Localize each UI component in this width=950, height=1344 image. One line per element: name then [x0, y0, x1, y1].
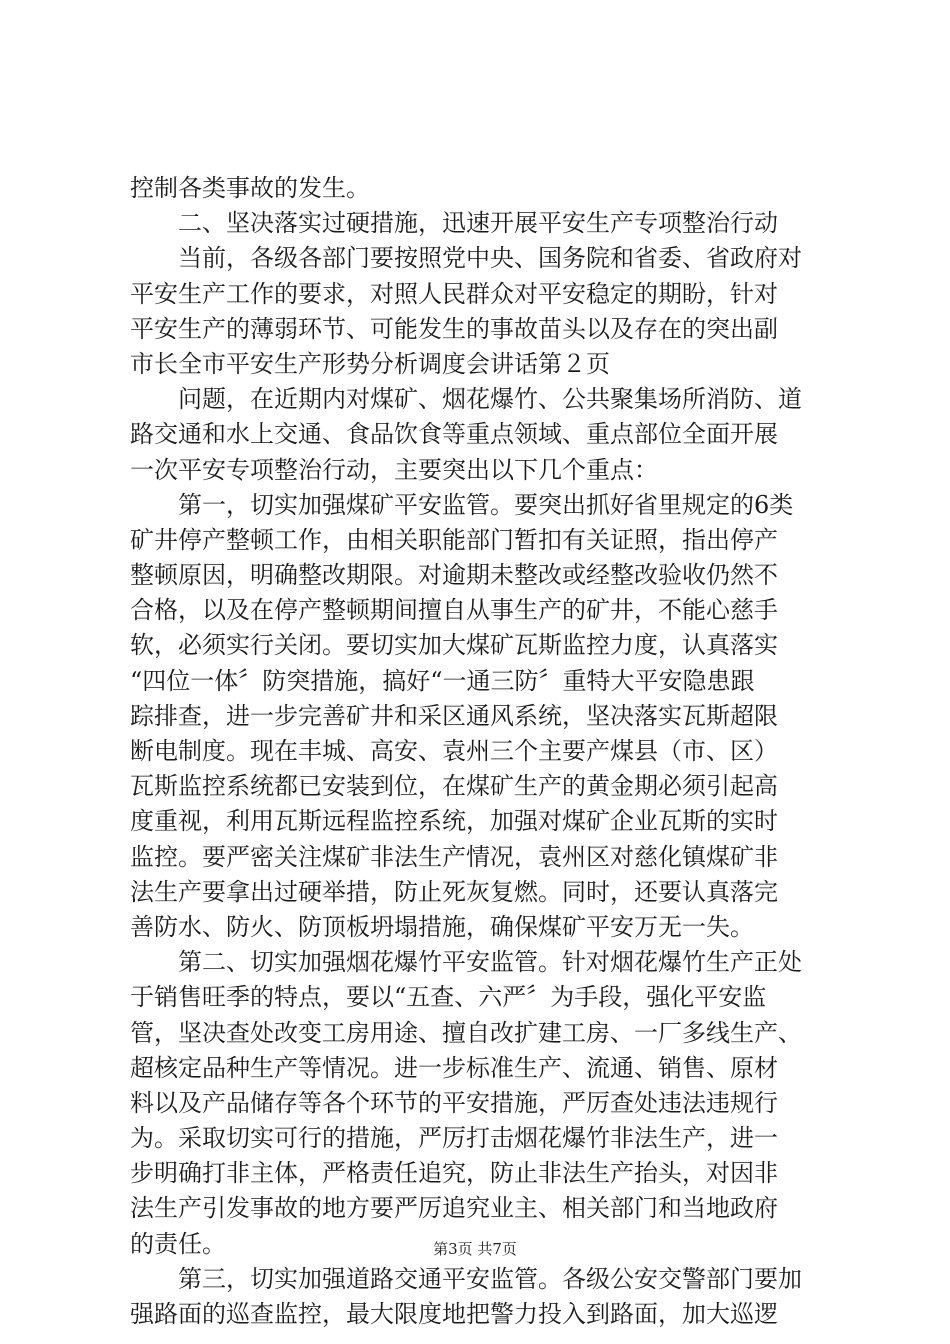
text-line-28: 为。采取切实可行的措施，严厉打击烟花爆竹非法生产，进一 [130, 1124, 778, 1153]
text-line-31: 的责任。 [130, 1229, 226, 1258]
text-line-19: 度重视，利用瓦斯远程监控系统，加强对煤矿企业瓦斯的实时 [130, 807, 778, 836]
text-line-5: 平安生产的薄弱环节、可能发生的事故苗头以及存在的突出副 [130, 314, 778, 343]
text-line-9: 一次平安专项整治行动，主要突出以下几个重点： [130, 455, 658, 484]
text-line-15: “四位一体〞防突措施，搞好“一通三防〞重特大平安隐患跟 [130, 666, 755, 695]
text-line-30: 法生产引发事故的地方要严厉追究业主、相关部门和当地政府 [130, 1194, 778, 1223]
text-line-25: 管，坚决查处改变工房用途、擅自改扩建工房、一厂多线生产、 [130, 1018, 802, 1047]
text-line-21: 法生产要拿出过硬举措，防止死灰复燃。同时，还要认真落完 [130, 877, 778, 906]
text-line-13: 合格，以及在停产整顿期间擅自从事生产的矿井，不能心慈手 [130, 596, 778, 625]
text-line-14: 软，必须实行关闭。要切实加大煤矿瓦斯监控力度，认真落实 [130, 631, 778, 660]
text-line-8: 路交通和水上交通、食品饮食等重点领域、重点部位全面开展 [130, 420, 778, 449]
text-line-1: 控制各类事故的发生。 [130, 174, 370, 202]
text-line-10: 第一，切实加强煤矿平安监管。要突出抓好省里规定的6类 [130, 490, 794, 519]
text-line-17: 断电制度。现在丰城、高安、袁州三个主要产煤县（市、区） [130, 737, 778, 765]
text-line-27: 料以及产品储存等各个环节的平安措施，严厉查处违法违规行 [130, 1088, 778, 1117]
text-line-32: 第三，切实加强道路交通平安监管。各级公安交警部门要加 [130, 1264, 802, 1293]
text-line-3: 当前，各级各部门要按照党中央、国务院和省委、省政府对 [130, 244, 802, 273]
text-line-20: 监控。要严密关注煤矿非法生产情况，袁州区对慈化镇煤矿非 [130, 842, 778, 871]
body-text [130, 171, 826, 1332]
text-line-26: 超核定品种生产等情况。进一步标准生产、流通、销售、原材 [130, 1053, 778, 1082]
text-line-33: 强路面的巡查监控，最大限度地把警力投入到路面，加大巡逻 [130, 1300, 778, 1328]
section-heading-2: 二、坚决落实过硬措施，迅速开展平安生产专项整治行动 [130, 209, 778, 238]
text-line-22: 善防水、防火、防顶板坍塌措施，确保煤矿平安万无一失。 [130, 912, 754, 941]
text-line-12: 整顿原因，明确整改期限。对逾期未整改或经整改验收仍然不 [130, 561, 778, 590]
text-line-11: 矿井停产整顿工作，由相关职能部门暂扣有关证照，指出停产 [130, 525, 778, 554]
text-line-23: 第二、切实加强烟花爆竹平安监管。针对烟花爆竹生产正处 [130, 948, 802, 977]
text-line-7: 问题，在近期内对煤矿、烟花爆竹、公共聚集场所消防、道 [130, 385, 802, 414]
text-line-18: 瓦斯监控系统都已安装到位，在煤矿生产的黄金期必须引起高 [130, 772, 778, 801]
text-line-29: 步明确打非主体，严格责任追究，防止非法生产抬头，对因非 [130, 1159, 778, 1188]
text-line-6: 市长全市平安生产形势分析调度会讲话第２页 [130, 349, 610, 378]
text-line-24: 于销售旺季的特点，要以“五查、六严〞为手段，强化平安监 [130, 983, 767, 1012]
page-footer: 第3页 共7页 [433, 1240, 517, 1258]
text-line-16: 踪排查，进一步完善矿井和采区通风系统，坚决落实瓦斯超限 [130, 701, 778, 730]
text-line-4: 平安生产工作的要求，对照人民群众对平安稳定的期盼，针对 [130, 279, 778, 308]
